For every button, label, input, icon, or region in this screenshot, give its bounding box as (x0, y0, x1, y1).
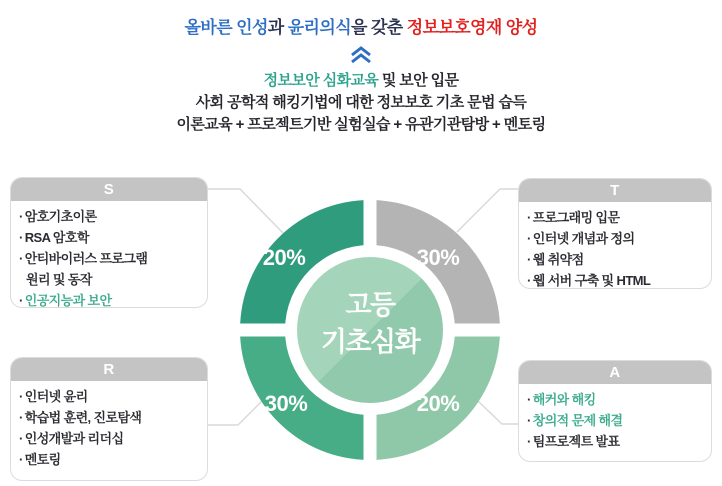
curriculum-item (527, 270, 703, 289)
curriculum-item (19, 428, 199, 449)
subtitle-segment: 및 보안 입문 (378, 72, 459, 89)
subtitle-line (0, 92, 722, 114)
box-header-s: S (11, 178, 207, 201)
curriculum-item-text: 안티바이러스 프로그램 (24, 251, 148, 266)
curriculum-item (19, 407, 199, 428)
curriculum-box-t (518, 178, 712, 289)
curriculum-item (527, 207, 703, 228)
curriculum-item-text: 웹 취약점 (532, 252, 584, 267)
subtitle-segment: 정보보안 심화교육 (263, 72, 379, 89)
curriculum-box-s (10, 177, 208, 308)
double-chevron-up-icon (349, 46, 373, 64)
segment-label-top-left: 20% (262, 245, 306, 270)
curriculum-box-r (10, 357, 208, 481)
curriculum-item (527, 410, 703, 431)
curriculum-item (527, 249, 703, 270)
segment-label-top-right: 30% (416, 245, 460, 270)
donut-chart (238, 198, 502, 462)
curriculum-item-text: 인성개발과 리더십 (24, 431, 124, 446)
curriculum-item (19, 449, 199, 470)
box-items-r (11, 381, 207, 470)
curriculum-item-wrap-line: 원리 및 동작 (26, 272, 92, 287)
segment-label-bottom-left: 30% (264, 391, 308, 416)
subtitle-line (0, 70, 722, 92)
curriculum-item (527, 228, 703, 249)
curriculum-item-text: 인터넷 개념과 정의 (532, 231, 635, 246)
curriculum-item-text: 암호기초이론 (24, 209, 97, 224)
title-segment: 윤리의식 (287, 18, 352, 37)
curriculum-item-text: 학습법 훈련, 진로탐색 (24, 410, 142, 425)
curriculum-item-text: 해커와 해킹 (532, 392, 596, 407)
curriculum-item-text: 인터넷 윤리 (24, 389, 88, 404)
title-segment: 정보보호영재 양성 (406, 18, 538, 37)
curriculum-item-text: 웹 서버 구축 및 HTML (532, 273, 651, 288)
curriculum-item (19, 227, 199, 248)
curriculum-item (527, 389, 703, 410)
box-header-r: R (11, 358, 207, 381)
title-segment: 올바른 인성 (184, 18, 268, 37)
curriculum-item-text: 멘토링 (24, 452, 61, 467)
subtitle-segment: 이론교육 + 프로젝트기반 실험실습 + 유관기관탐방 + 멘토링 (176, 116, 546, 133)
curriculum-item-text: 창의적 문제 해결 (532, 413, 623, 428)
donut-center-label-line-2: 기초심화 (320, 327, 420, 357)
curriculum-item-text: RSA 암호학 (24, 230, 89, 245)
curriculum-item (19, 248, 199, 290)
curriculum-item-text: 팀프로젝트 발표 (532, 434, 620, 449)
segment-label-bottom-right: 20% (416, 391, 460, 416)
subtitle-segment: 사회 공학적 해킹기법에 대한 정보보호 기초 문법 습득 (195, 94, 527, 111)
box-items-s (11, 201, 207, 308)
box-header-t: T (519, 179, 711, 202)
curriculum-item-text: 프로그래밍 입문 (532, 210, 620, 225)
curriculum-item (19, 206, 199, 227)
donut-center-label-line-1: 고등 (345, 290, 395, 320)
curriculum-item-text: 인공지능과 보안 (24, 293, 112, 308)
box-header-a: A (519, 361, 711, 384)
chevron-wrap (0, 46, 722, 69)
box-items-a (519, 384, 711, 452)
subtitle-line (0, 114, 722, 136)
title-segment: 과 (267, 18, 288, 37)
curriculum-item (527, 431, 703, 452)
curriculum-item (19, 386, 199, 407)
curriculum-box-a (518, 360, 712, 462)
box-items-t (519, 202, 711, 289)
curriculum-item (19, 290, 199, 308)
subtitle (0, 70, 722, 136)
page-title (0, 13, 722, 38)
title-segment: 을 갖춘 (351, 18, 407, 37)
